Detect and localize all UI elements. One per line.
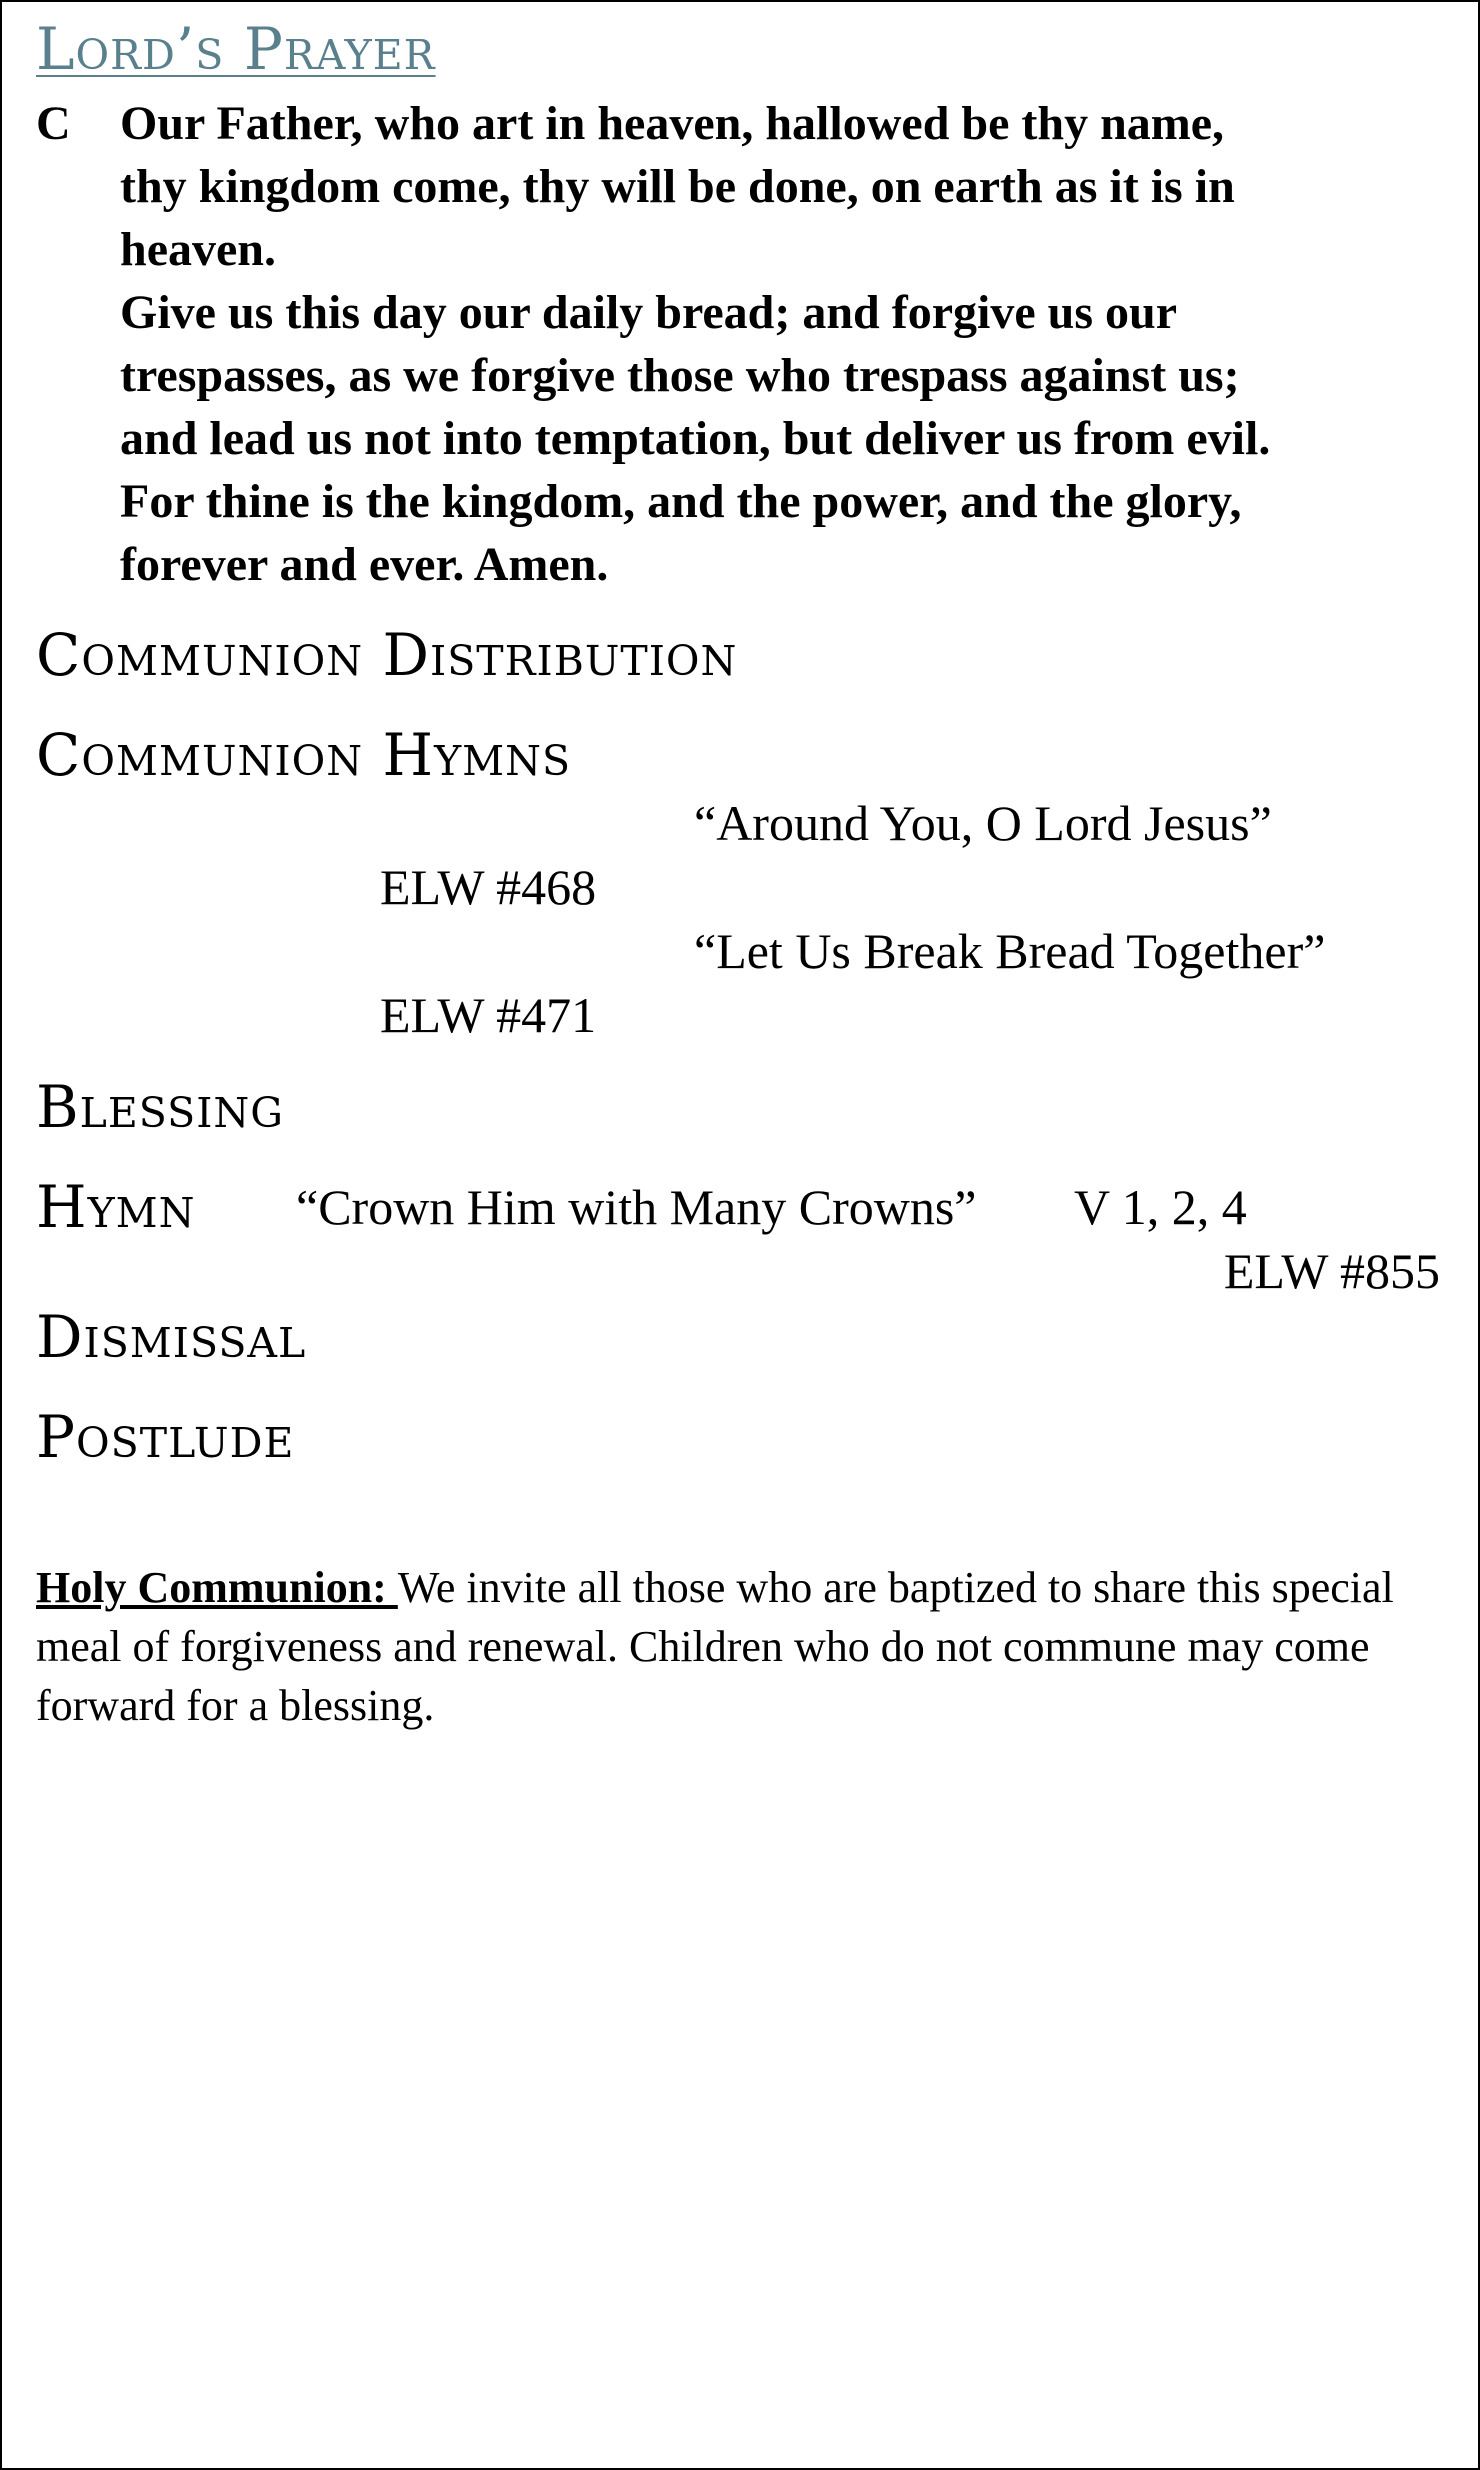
holy-communion-note <box>36 1558 1456 1735</box>
prayer-line: forever and ever. Amen. <box>120 538 609 591</box>
hymn-verses: V 1, 2, 4 <box>1074 1179 1247 1235</box>
prayer-line: and lead us not into temptation, but deliver us from evil. <box>120 412 1271 465</box>
hymn-number: ELW #855 <box>1223 1243 1440 1299</box>
lords-prayer-text <box>120 92 1470 596</box>
lords-prayer-heading: Lord’s Prayer <box>36 15 436 83</box>
holy-communion-text: We invite all those who are baptized to share this special meal of forgiveness and renewal. Children who do not commune may come forward for a blessing. <box>36 1563 1394 1730</box>
holy-communion-label: Holy Communion: <box>36 1563 398 1612</box>
hymn-heading: Hymn <box>36 1173 196 1241</box>
prayer-line: Give us this day our daily bread; and forgive us our <box>120 286 1178 339</box>
blessing-heading: Blessing <box>36 1073 285 1141</box>
congregation-marker: C <box>36 97 71 150</box>
communion-hymn-number: ELW #468 <box>380 859 597 915</box>
prayer-line: trespasses, as we forgive those who trespass against us; <box>120 349 1240 402</box>
prayer-line: Our Father, who art in heaven, hallowed be thy name, <box>120 97 1225 150</box>
prayer-line: heaven. <box>120 223 276 276</box>
communion-distribution-heading: Communion Distribution <box>36 621 738 689</box>
hymn-title: “Crown Him with Many Crowns” <box>296 1179 977 1235</box>
communion-hymn-title: “Around You, O Lord Jesus” <box>694 795 1272 851</box>
postlude-heading: Postlude <box>36 1403 295 1471</box>
communion-hymn-title: “Let Us Break Bread Together” <box>694 923 1326 979</box>
communion-hymns-heading: Communion Hymns <box>36 721 572 789</box>
prayer-line: thy kingdom come, thy will be done, on earth as it is in <box>120 160 1235 213</box>
communion-hymn-number: ELW #471 <box>380 987 597 1043</box>
prayer-line: For thine is the kingdom, and the power, and the glory, <box>120 475 1242 528</box>
dismissal-heading: Dismissal <box>36 1303 307 1371</box>
